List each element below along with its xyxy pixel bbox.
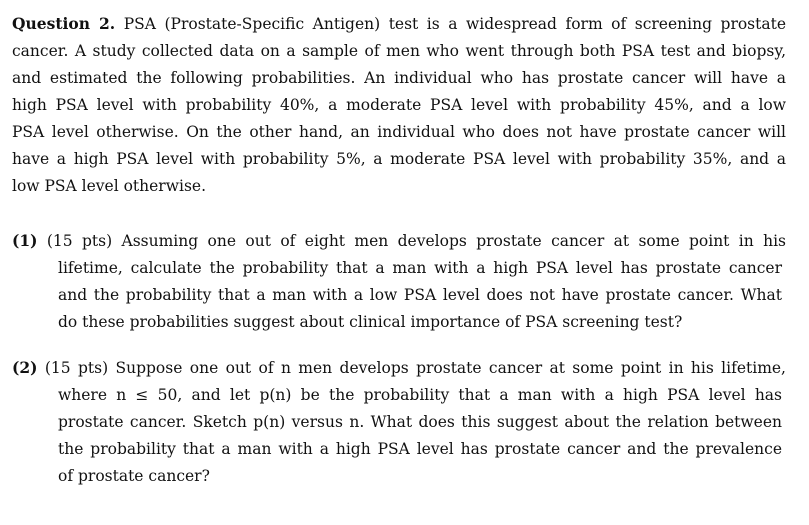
question-line-7: low PSA level otherwise.: [12, 177, 206, 195]
question-line-4: high PSA level with probability 40%, a moderate PSA level with probability 45%, and a low: [12, 96, 786, 114]
question-line-5: PSA level otherwise. On the other hand, an individual who does not have prostate cancer will: [12, 123, 786, 141]
part1-line-3: and the probability that a man with a low PSA level does not have prostate cancer. What: [58, 286, 782, 304]
part1-label: (1): [12, 231, 38, 250]
question-text-line: PSA (Prostate-Specific Antigen) test is a widespread form of screening prostate: [123, 15, 787, 33]
part2-line-2: where n ≤ 50, and let p(n) be the probability that a man with a high PSA level has: [58, 386, 782, 404]
question-line-1: [12, 14, 786, 34]
part1-text-line: (15 pts) Assuming one out of eight men develops prostate cancer at some point in his: [46, 232, 787, 250]
question-line-6: have a high PSA level with probability 5%, a moderate PSA level with probability 35%, and a: [12, 150, 786, 168]
question-label: Question 2.: [12, 14, 116, 33]
part2-line-1: [12, 358, 786, 378]
part2-line-5: of prostate cancer?: [58, 467, 210, 485]
part2-line-3: prostate cancer. Sketch p(n) versus n. What does this suggest about the relation between: [58, 413, 782, 431]
part2-label: (2): [12, 358, 38, 377]
part2-line-4: the probability that a man with a high PSA level has prostate cancer and the prevalence: [58, 440, 782, 458]
question-line-3: and estimated the following probabilities. An individual who has prostate cancer will have a: [12, 69, 786, 87]
part1-line-1: [12, 231, 786, 251]
question-line-2: cancer. A study collected data on a sample of men who went through both PSA test and biopsy,: [12, 42, 786, 60]
part1-line-4: do these probabilities suggest about clinical importance of PSA screening test?: [58, 313, 683, 331]
part1-line-2: lifetime, calculate the probability that a man with a high PSA level has prostate cancer: [58, 259, 782, 277]
part2-text-line: (15 pts) Suppose one out of n men develops prostate cancer at some point in his lifetime,: [44, 359, 786, 377]
